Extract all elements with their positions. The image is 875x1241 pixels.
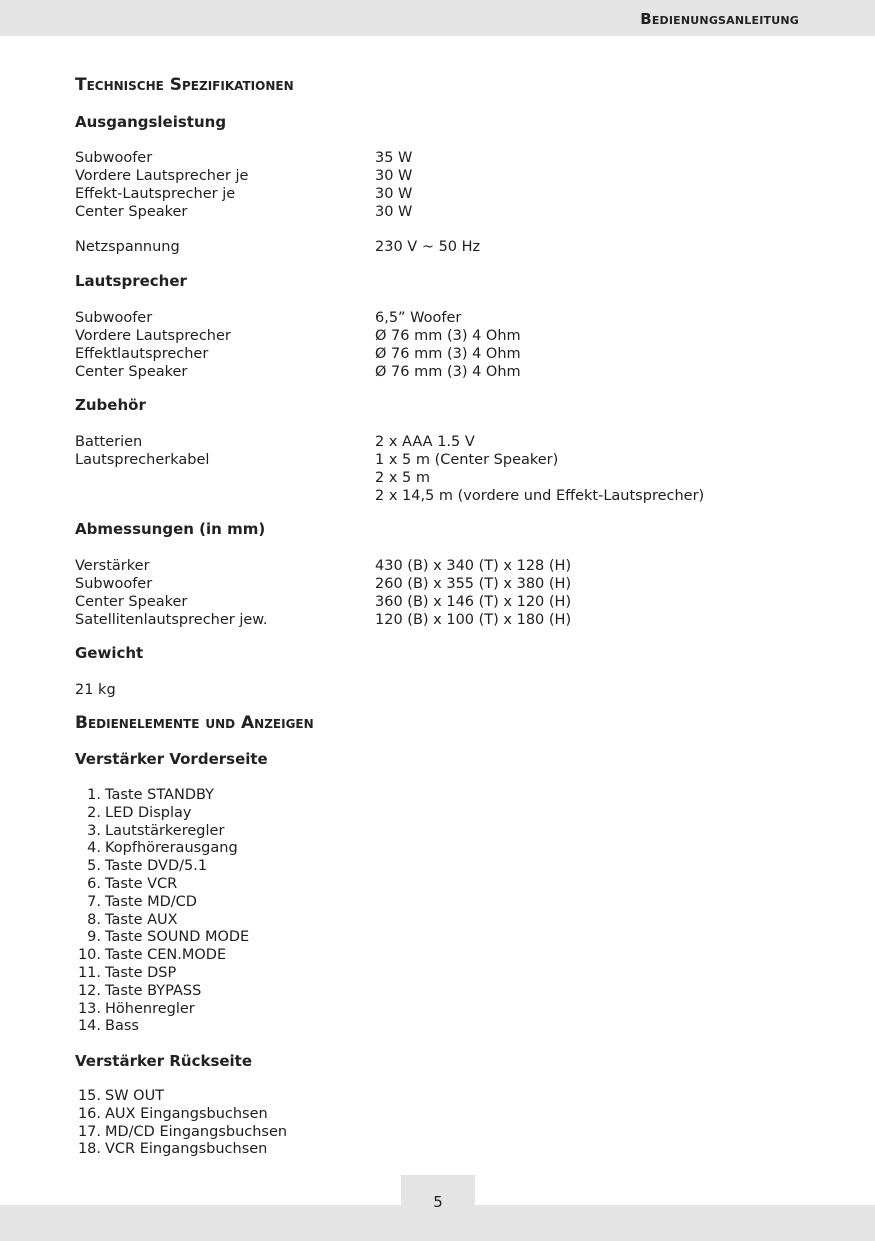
weight-value: 21 kg: [75, 682, 116, 698]
list-item: 1. Taste STANDBY: [87, 787, 214, 803]
list-item: 11. Taste DSP: [77, 964, 177, 981]
heading-front: Verstärker Vorderseite: [75, 750, 268, 768]
section-title-controls: Bedienelemente und Anzeigen: [75, 713, 314, 733]
list-item: 8. Taste AUX: [87, 911, 178, 928]
section-title-specs: Technische Spezifikationen: [75, 75, 294, 95]
heading-abmessungen: Abmessungen (in mm): [75, 520, 266, 538]
heading-lautsprecher: Lautsprecher: [75, 272, 187, 290]
list-item: 4. Kopfhörerausgang: [87, 840, 238, 857]
list-item: 14. Bass: [77, 1018, 139, 1035]
list-item: 7. Taste MD/CD: [87, 893, 197, 910]
header-bar: [0, 0, 875, 36]
list-item: 15. SW OUT: [77, 1088, 165, 1104]
list-item: 17. MD/CD Eingangsbuchsen: [77, 1123, 288, 1140]
list-item: 6. Taste VCR: [87, 875, 178, 892]
list-item: 10. Taste CEN.MODE: [77, 947, 227, 964]
page-number-box: [401, 1175, 475, 1241]
heading-ausgangsleistung: Ausgangsleistung: [75, 113, 227, 131]
rear-controls-list: [75, 1088, 287, 1159]
list-item: 9. Taste SOUND MODE: [87, 929, 250, 946]
list-item: 16. AUX Eingangsbuchsen: [77, 1105, 268, 1122]
list-item: 3. Lautstärkeregler: [87, 822, 225, 839]
heading-gewicht: Gewicht: [75, 644, 144, 662]
heading-zubehoer: Zubehör: [75, 396, 146, 414]
front-controls-list: [75, 787, 249, 1036]
heading-rear: Verstärker Rückseite: [75, 1052, 253, 1070]
page-number: 5: [433, 1193, 443, 1211]
list-item: 5. Taste DVD/5.1: [87, 858, 208, 875]
list-item: 2. LED Display: [87, 804, 192, 821]
list-item: 12. Taste BYPASS: [77, 982, 202, 999]
list-item: 13. Höhenregler: [77, 1000, 195, 1017]
header-title: Bedienungsanleitung: [640, 10, 799, 28]
list-item: 18. VCR Eingangsbuchsen: [77, 1141, 268, 1158]
